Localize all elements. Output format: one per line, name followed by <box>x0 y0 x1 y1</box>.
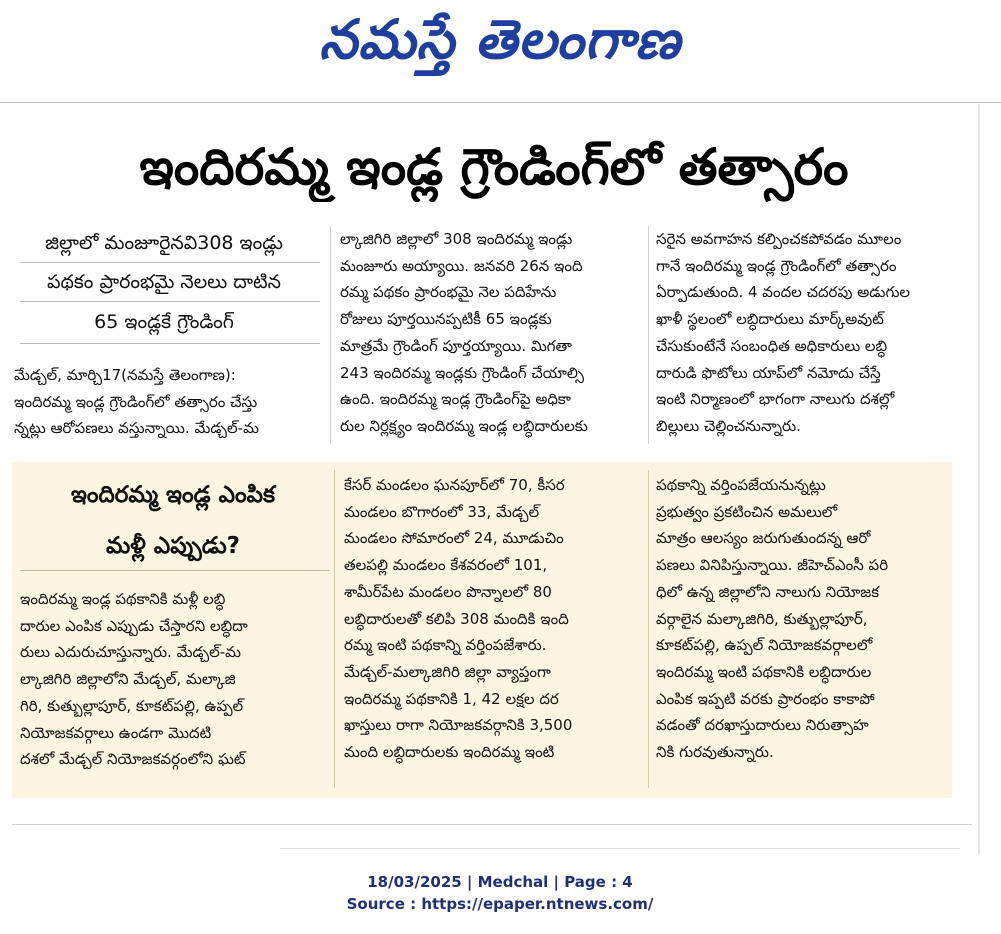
text-line: వర్గాలైన మల్కాజిగిరి, కుత్బుల్లాపూర్, <box>656 609 868 628</box>
text-line: దారుల ఎంపిక ఎప్పుడు చేస్తారని లబ్ధిదా <box>20 616 248 635</box>
text-line: గానే ఇందిరమ్మ ఇండ్ల గ్రౌండింగ్‌లో తత్సారం <box>656 256 897 275</box>
article2-column-3 <box>656 472 946 766</box>
text-line: బిల్లులు చెల్లించనున్నారు. <box>656 416 801 435</box>
text-line: కేసర్ మండలం ఘనపూర్‌లో 70, కీసర <box>344 476 565 494</box>
text-line: మంజూరు అయ్యాయి. జనవరి 26న ఇంది <box>340 256 583 275</box>
subhead-line-1: ఇందిరమ్మ ఇండ్ల ఎంపిక <box>70 482 276 508</box>
deck-divider <box>20 262 320 263</box>
text-line: లబ్ధిదారులతో కలిపి 308 మందికి ఇంది <box>344 609 569 628</box>
text-line: గిరి, కుత్బుల్లాపూర్, కూకట్‌పల్లి, ఉప్పల్ <box>20 696 244 715</box>
text-line: ఎంపిక ఇప్పటి వరకు ప్రారంభం కాకాపో <box>656 689 875 708</box>
text-line: రోజులు పూర్తయినప్పటికీ 65 ఇండ్లకు <box>340 310 552 329</box>
column-divider <box>330 226 331 444</box>
text-line: మాత్రమే గ్రౌండింగ్ పూర్తయ్యాయి. మిగతా <box>340 336 572 355</box>
text-line: ఇంటి నిర్మాణంలో భాగంగా నాలుగు దశల్లో <box>656 390 895 409</box>
text-line: ఉంది. ఇందిరమ్మ ఇండ్ల గ్రౌండింగ్‌పై అధికా <box>340 390 571 409</box>
column-divider <box>648 226 649 444</box>
text-line: మంది లబ్ధిదారులకు ఇందిరమ్మ ఇంటి <box>344 743 555 762</box>
article2-column-1 <box>20 586 326 773</box>
text-line: నికి గురవుతున్నారు. <box>656 743 774 762</box>
text-line: ఇందిరమ్మ ఇండ్ల పథకానికి మళ్లీ లబ్ధి <box>20 590 226 608</box>
text-line: తలపల్లి మండలం కేశవరంలో 101, <box>344 556 548 575</box>
text-line: నియోజకవర్గాలు ఉండగా మొదటి <box>20 723 212 742</box>
text-line: రులు ఎదురుచూస్తున్నారు. మేడ్చల్-మ <box>20 643 242 662</box>
deck-line-3: 65 ఇండ్లకే గ్రౌండింగ్ <box>94 311 234 333</box>
text-line: చేసుకుంటేనే సంబంధిత అధికారులు లబ్ధి <box>656 336 888 355</box>
text-line: ఇందిరమ్మ పథకానికి 1, 42 లక్షల దర <box>344 689 559 708</box>
text-line: శామీర్‌పేట మండలం పొన్నాలలో 80 <box>344 582 552 601</box>
footer-date-edition: 18/03/2025 | Medchal | Page : 4 <box>367 873 633 891</box>
headline: ఇందిరమ్మ ఇండ్ల గ్రౌండింగ్‌లో తత్సారం <box>139 138 849 196</box>
article1-column-1 <box>14 362 320 442</box>
footer-source-link[interactable]: Source : https://epaper.ntnews.com/ <box>346 895 654 913</box>
text-line: ప్రభుత్వం ప్రకటించిన అమలులో <box>656 502 838 521</box>
text-line: మండలం బొగారంలో 33, మేడ్చల్ <box>344 502 540 521</box>
page-divider <box>280 848 960 849</box>
text-line: మేడ్చల్, మార్చి17(నమస్తే తెలంగాణ): <box>14 366 236 384</box>
column-divider <box>334 470 335 788</box>
text-line: రుల నిర్లక్ష్యం ఇందిరమ్మ ఇండ్ల లబ్ధిదారులకు <box>340 416 588 435</box>
text-line: ఖాస్తులు రాగా నియోజకవర్గానికి 3,500 <box>344 716 573 735</box>
subhead-line-2: మళ్లీ ఎప్పుడు? <box>105 533 241 559</box>
article1-column-2 <box>340 226 640 440</box>
text-line: ఏర్పాడుతుంది. 4 వందల చదరపు అడుగుల <box>656 283 911 302</box>
text-line: న్నట్లు ఆరోపణలు వస్తున్నాయి. మేడ్చల్-మ <box>14 419 259 438</box>
page-divider <box>12 824 972 825</box>
text-line: దారుడి ఫొటోలు యాప్‌లో నమోదు చేస్తే <box>656 363 881 382</box>
text-line: కూకట్‌పల్లి, ఉప్పల్ నియోజకవర్గాలలో <box>656 636 873 655</box>
text-line: మండలం సోమారంలో 24, మూడుచిం <box>344 529 564 548</box>
article1-column-3 <box>656 226 956 440</box>
page-edge <box>978 104 980 854</box>
text-line: ఖాళీ స్థలంలో లబ్ధిదారులు మార్క్‌అవుట్ <box>656 310 884 329</box>
deck-line-1: జిల్లాలో మంజూరైనవి308 ఇండ్లు <box>45 232 283 254</box>
masthead <box>0 0 1001 100</box>
text-line: ల్కాజిగిరి జిల్లాలో 308 ఇందిరమ్మ ఇండ్లు <box>340 230 573 248</box>
deck-divider <box>20 343 320 344</box>
text-line: రమ్మ ఇంటి పథకాన్ని వర్తింపజేశారు. <box>344 636 547 655</box>
deck-line-2: పథకం ప్రారంభమై నెలలు దాటిన <box>46 271 282 293</box>
subhead-divider <box>20 570 330 571</box>
text-line: మాత్రం ఆలస్యం జరుగుతుందన్న ఆరో <box>656 529 871 548</box>
text-line: ఇందిరమ్మ ఇండ్ల గ్రౌండింగ్‌లో తత్సారం చేస్తు <box>14 392 258 411</box>
text-line: రమ్మ పథకం ప్రారంభమై నెల పదిహేను <box>340 283 557 302</box>
text-line: పథకాన్ని వర్తింపజేయనున్నట్లు <box>656 476 826 494</box>
text-line: ధిలో ఉన్న జిల్లాలోని నాలుగు నియోజక <box>656 582 880 601</box>
text-line: దశలో మేడ్చల్ నియోజకవర్గంలోని ఘట్ <box>20 750 246 769</box>
text-line: ల్కాజిగిరి జిల్లాలోని మేడ్చల్, మల్కాజి <box>20 670 236 689</box>
text-line: వడంతో దరఖాస్తుదారులు నిరుత్సాహ <box>656 716 869 735</box>
text-line: పణలు వినిపిస్తున్నాయి. జీహెచ్‌ఎంసీ పరి <box>656 556 889 575</box>
article2-column-2 <box>344 472 640 766</box>
text-line: మేడ్చల్-మల్కాజిగిరి జిల్లా వ్యాప్తంగా <box>344 662 551 681</box>
text-line: సరైన అవగాహన కల్పించకపోవడం మూలం <box>656 230 902 248</box>
text-line: ఇందిరమ్మ ఇంటి పథకానికి లబ్ధిదారుల <box>656 662 872 681</box>
text-line: 243 ఇందిరమ్మ ఇండ్లకు గ్రౌండింగ్ చేయాల్సి <box>340 363 584 382</box>
masthead-divider <box>0 102 1001 103</box>
column-divider <box>648 470 649 788</box>
newspaper-logo: నమస్తే తెలంగాణ <box>319 7 681 71</box>
deck-divider <box>20 301 320 302</box>
